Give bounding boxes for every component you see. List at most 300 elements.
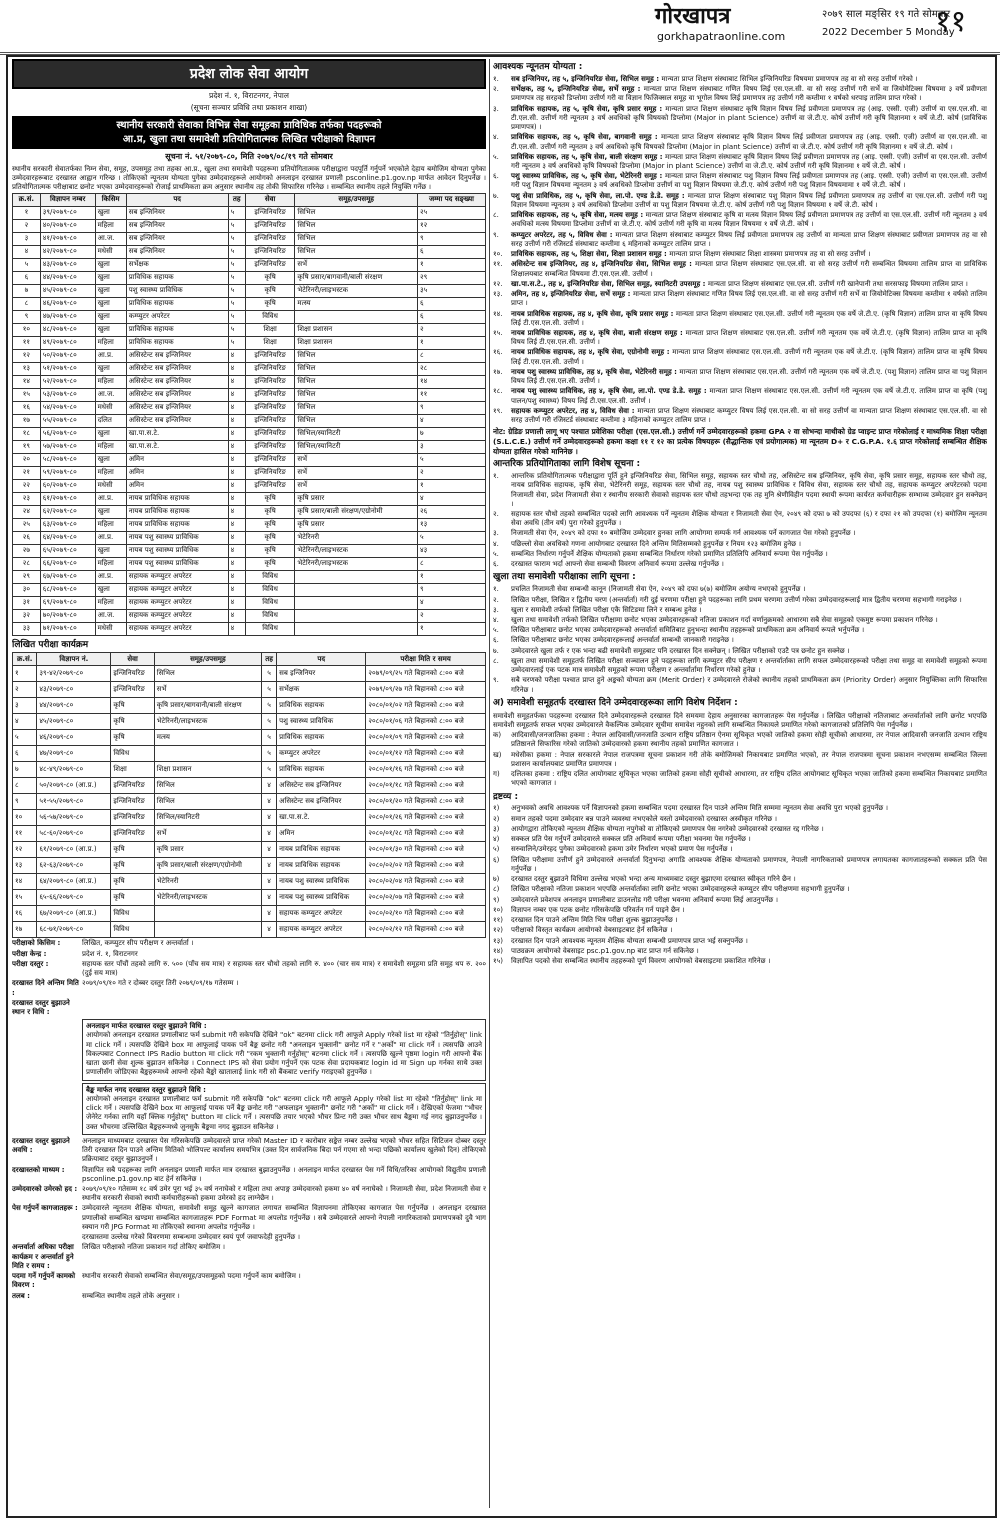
special-item-text [511,510,987,528]
special-item-number: ५. [493,549,499,558]
exam-schedule-title: लिखित परीक्षा कार्यक्रम [12,639,89,650]
vacancy-cell: ६ [13,271,41,284]
vacancy-cell: ७१/२०७९-८० [40,622,95,635]
qualification-item-number: ७. [493,191,499,200]
schedule-cell: ११ [13,826,37,842]
schedule-cell: २०८०/०१/१८ गते बिहानको ८:०० बजे [366,778,486,794]
vacancy-row [13,622,486,635]
vacancy-cell: दलित [95,414,126,427]
remark-item-number: १) [493,804,500,813]
qualification-item-number: ५. [493,152,499,161]
schedule-cell: शिक्षा प्रशासन [154,762,261,778]
detail-row [12,1243,486,1271]
vacancy-cell [295,583,418,596]
vacancy-cell: सिभिल [295,349,418,362]
remark-item-body: सरुवालिने/उमेरहद पुगेका उम्मेदवारको हकमा उमेर निर्धारण भएको प्रमाण पेस गर्नुपर्नेछ । [511,845,733,854]
remark-item-text [511,957,987,966]
schedule-cell: शिक्षा [111,762,154,778]
schedule-cell: विविध [111,922,154,938]
vacancy-cell: ५३/२०७९-८० [40,388,95,401]
special-item-number: २. [493,510,499,518]
remark-item-text [511,875,987,884]
remark-item-number: ४) [493,835,500,844]
remark-item [493,896,987,905]
schedule-cell: ६४/२०७९-८० (आ.प्र.) [37,874,111,890]
schedule-cell: नायब पशु स्वास्थ्य प्राविधिक [277,874,366,890]
open-item-body: उम्मेदवारले खुला तर्फ र एक भन्दा बढी समावेशी समूहबाट पनि दरखास्त दिन सक्नेछन् । लिखित परीक्षाको एउटै पत्र छनोट हुन सक्नेछ । [511,646,850,655]
vacancy-cell: सहायक कम्प्युटर अपरेटर [126,609,228,622]
qualification-item-heading: प्राविधिक सहायक, तह ५, कृषि सेवा, मत्स्य समूह : [511,211,646,220]
vacancy-cell: २५ [417,206,485,219]
vacancy-cell: खुला [95,362,126,375]
inclusive-list [493,731,987,788]
vacancy-cell: ४२/२०७९-८० [40,245,95,258]
schedule-cell: ४४/२०७९-८० [37,698,111,714]
qualification-item-text [511,153,987,171]
remark-item [493,885,987,894]
org-title: प्रदेश लोक सेवा आयोग [12,59,486,89]
open-item-text [511,657,987,675]
schedule-cell: कृषि [111,842,154,858]
newspaper-url[interactable]: gorkhapatraonline.com [657,30,786,43]
vacancy-cell: ३ [417,440,485,453]
vacancy-cell: १ [13,206,41,219]
detail-value: लिखित परीक्षाको नतिजा प्रकाशन गर्दा तोकिए बमोजिम । [82,1243,226,1252]
qualification-item-text [511,133,987,151]
vacancy-cell: कृषि [245,492,295,505]
schedule-row [13,858,486,874]
remark-item-number: १५) [493,957,504,965]
vacancy-cell: ५ [417,531,485,544]
open-item [493,616,987,625]
schedule-cell: इन्जिनियरिङ [111,666,154,682]
schedule-row [13,810,486,826]
vacancy-cell: विविध [245,596,295,609]
vacancy-cell: इन्जिनियरिङ [245,375,295,388]
schedule-cell: ९ [13,794,37,810]
qualification-item-text [511,231,987,249]
schedule-cell: कृषि [111,698,154,714]
vacancy-cell: खा.पा.स.टे. [126,427,228,440]
schedule-cell: ४ [262,794,277,810]
vacancy-cell: ३९/२०७९-८० [40,206,95,219]
qualification-item-body: मान्यता प्राप्त शिक्षण संस्थाबाट शिक्षा शास्त्रमा प्रमाणपत्र तह वा सो सरह उत्तीर्ण । [669,250,871,259]
schedule-cell: नायब प्राविधिक सहायक [277,858,366,874]
column-divider [489,59,490,1508]
schedule-cell: ४ [262,906,277,922]
detail-row [12,999,486,1017]
schedule-cell: कृषि प्रसार/बाली संरक्षण/एग्रोनोमी [154,858,261,874]
vacancy-cell: ५ [228,232,245,245]
vacancy-row [13,232,486,245]
exam-schedule-body [13,666,486,938]
schedule-cell: कम्प्युटर अपरेटर [277,746,366,762]
schedule-row [13,666,486,682]
special-item-body: सम्बन्धित निर्धारण गर्नुपर्ने शैक्षिक योग्यताको हकमा सम्बन्धित निर्धारण गरेको प्रमाणित प्रतिलिपि अनिवार्य रूपमा पेस गर्नुपर्नेछ । [511,549,828,558]
vacancy-cell: ४७/२०७९-८० [40,310,95,323]
open-item [493,585,987,594]
vacancy-cell: ९ [13,310,41,323]
schedule-cell: २०८०/०१/०६ गते बिहानको ८:०० बजे [366,714,486,730]
vacancy-cell: इन्जिनियरिङ [245,258,295,271]
remark-item-body: समान तहको पदमा उम्मेदवार बन्न पाउने व्यवस्था नभएकोले यस्तो उम्मेदवारको दरखास्त अस्वीकृत गरिनेछ । [511,814,778,823]
vacancy-row [13,271,486,284]
vacancy-cell: ५ [228,245,245,258]
vacancy-cell: ५ [13,258,41,271]
schedule-header-cell: क्र.सं. [13,653,37,666]
vacancy-cell: ६९/२०७९-८० [40,596,95,609]
schedule-cell: २०८०/०१/३० गते बिहानको ८:०० बजे [366,842,486,858]
detail-row [12,950,486,959]
schedule-cell: २०८०/०१/२६ गते बिहानको ८:०० बजे [366,810,486,826]
detail-row [12,939,486,948]
vacancy-cell: ४३/२०७९-८० [40,258,95,271]
vacancy-row [13,206,486,219]
vacancy-cell: ४ [228,531,245,544]
vacancy-cell: ४ [228,453,245,466]
qualification-item-heading: प्राविधिक सहायक, तह ५, कृषि सेवा, कृषि प्रसार समूह : [511,104,666,113]
open-item-text [511,647,987,656]
schedule-cell: ६७/२०७९-८० (आ.प्र.) [37,906,111,922]
vacancy-row [13,570,486,583]
special-notice-title: आन्तरिक प्रतियोगिताका लागि विशेष सूचना : [493,459,641,470]
vacancy-row [13,440,486,453]
schedule-row [13,698,486,714]
qualification-item-text [511,280,987,289]
schedule-header-cell: पद [277,653,366,666]
schedule-row [13,730,486,746]
schedule-cell: कृषि [111,874,154,890]
vacancy-cell: विविध [245,622,295,635]
qualification-item-body: मान्यता प्राप्त शिक्षण संस्थाबाट कृषि वा मत्स्य विज्ञान विषय लिई प्रवीणता प्रमाणपत्र तह उत्तीर्ण वा एस.एल.सी. उत्तीर्ण गरी न्यूनतम ३ वर्ष अवधिको मत्स्य विषयमा डिप्लोमा उत्तीर्ण वा जे.टी.ए. कोर्ष उत्तीर्ण गरी कृषि वा मत्स्य विज्ञान विषयमा १ वर्षे जे.टी. कोर्ष । [511,211,987,229]
vacancy-cell: ४ [228,557,245,570]
org-address: प्रदेश नं. १, विराटनगर, नेपाल [209,91,289,101]
remark-item-body: दरखास्त दिन पाउने अन्तिम मिति भित्र परीक्षा शुल्क बुझाउनुपर्नेछ । [511,916,678,925]
qualification-item-heading: सब इन्जिनियर, तह ५, इन्जिनियरिङ सेवा, सिभिल समूह : [511,74,662,83]
vacancy-cell: नायब पशु स्वास्थ्य प्राविधिक [126,544,228,557]
vacancy-cell: ४ [228,583,245,596]
schedule-cell: ५ [262,682,277,698]
detail-value: स्थानीय सरकारी सेवाको सम्बन्धित सेवा/समूह/उपसमूहको पदमा गर्नुपर्ने काम बमोजिम । [82,1272,301,1281]
schedule-cell: ५१-५५/२०७९-८० [37,794,111,810]
special-item-number: १. [493,472,499,481]
vacancy-cell: असिस्टेन्ट सब इन्जिनियर [126,388,228,401]
vacancy-row [13,310,486,323]
schedule-row [13,826,486,842]
vacancy-cell: इन्जिनियरिङ [245,349,295,362]
qualification-item-text [511,211,987,229]
schedule-cell: सहायक कम्प्युटर अपरेटर [277,922,366,938]
vacancy-cell: नायब पशु स्वास्थ्य प्राविधिक [126,557,228,570]
qualification-item-body: मान्यता प्राप्त शिक्षण संस्थाबाट कृषि विज्ञान विषय लिई प्रवीणता प्रमाणपत्र तह (आइ. एस्सी. एजी) उत्तीर्ण वा एस.एल.सी. वा टी.एल.सी. उत्तीर्ण गरी न्यूनतम ३ वर्ष अवधिको कृषि विषयको डिप्लोमा (Major in plant Science) उत्तीर्ण वा जे.टी.ए. कोर्ष उत्तीर्ण गरी कृषि विज्ञानमा १ वर्षे जे.टी. कोर्ष । [511,133,987,151]
special-notice-list [493,472,987,569]
vacancy-cell: सिभिल/स्यानिटरी [295,440,418,453]
qualification-item-text [511,329,987,347]
schedule-cell: १७ [13,922,37,938]
vacancy-cell: ९ [417,232,485,245]
vacancy-row [13,401,486,414]
schedule-cell: भेटेरिनरी [154,874,261,890]
vacancy-cell: नायब प्राविधिक सहायक [126,505,228,518]
vacancy-cell: खुला [95,453,126,466]
vacancy-cell: १८ [13,427,41,440]
vacancy-cell: सर्भे [295,479,418,492]
vacancy-cell: १७ [13,414,41,427]
qualification-item [493,280,987,289]
vacancy-cell: ४ [228,492,245,505]
detail-row [12,1137,486,1165]
vacancy-cell: ५०/२०७९-८० [40,349,95,362]
open-item-number: ९. [493,676,499,685]
schedule-cell: विविध [111,906,154,922]
vacancy-cell: आ.ज. [95,232,126,245]
special-item-body: निजामती सेवा ऐन, २०४९ को दफा १० बमोजिम उम्मेदवार हुनका लागि आयोगमा सम्पर्क गर्न आवश्यक पर्ने कागजात पेस गरेको हुनुपर्नेछ । [511,529,856,538]
vacancy-row [13,336,486,349]
vacancy-row [13,492,486,505]
schedule-cell: भेटेरिनरी/लाइभस्टक [154,890,261,906]
notice-heading-line1: स्थानीय सरकारी सेवाका विभिन्न सेवा समूहका प्राविधिक तर्फका पदहरूको [116,120,382,132]
qualification-item-text [511,260,987,278]
vacancy-cell: ६४/२०७९-८० [40,531,95,544]
schedule-cell: विविध [111,746,154,762]
schedule-cell: ३९-४२/२०७९-८० [37,666,111,682]
schedule-cell: १० [13,810,37,826]
special-item-text [511,540,987,549]
qualification-item-body: मान्यता प्राप्त शिक्षण संस्थाबाट एस.एल.सी. उत्तीर्ण गरी न्यूनतम एक वर्षे जे.टी.ए. (पशु विज्ञान) तालिम प्राप्त वा पशु विज्ञान विषय लिई टी.एस.एल.सी. उत्तीर्ण । [511,367,987,386]
schedule-cell: ८ [13,778,37,794]
remark-item-text [511,825,987,834]
special-item-number: ३. [493,529,499,538]
schedule-cell: सिभिल [154,778,261,794]
vacancy-cell: ६२/२०७९-८० [40,505,95,518]
open-item [493,647,987,656]
qualification-item-heading: पशु सेवा प्राविधिक, तह ५, कृषि सेवा, ला.पो. एण्ड डे.डे. समूह : [511,191,688,200]
qualification-item-number: १८. [493,387,503,396]
detail-label: पदमा गर्ने गर्नुपर्ने कामको विवरण : [12,1272,76,1290]
schedule-cell [154,922,261,938]
vacancy-cell: विविध [245,570,295,583]
vacancy-cell: सिभिल [295,219,418,232]
special-item [493,529,987,538]
special-item-text [511,529,987,538]
qualification-item-body: मान्यता प्राप्त शिक्षण संस्थाबाट एस.एल.सी. उत्तीर्ण गरी न्यूनतम एक वर्षे जे.टी.ए. तालिम प्राप्त वा कृषि (पशु पालन/पशु स्वास्थ्य) विषय लिई टी.एस.एल.सी. उत्तीर्ण । [511,387,987,405]
schedule-row [13,746,486,762]
qualification-item-body: मान्यता प्राप्त शिक्षण संस्थाबाट कृषि विज्ञान विषय लिई प्रवीणता प्रमाणपत्र तह (आइ. एस्सी. एजी) उत्तीर्ण वा एस.एल.सी. वा टी.एल.सी. उत्तीर्ण गरी न्यूनतम ३ वर्ष अवधिको कृषि विषयको डिप्लोमा (Major in plant Science) उत्तीर्ण वा जे.टी.ए. कोर्ष उत्तीर्ण गरी कृषि विज्ञानमा १ वर्षे जे.टी. कोर्ष (प्राविधिक प्रमाणपत्र) । [511,104,987,132]
vacancy-cell: सब इन्जिनियर [126,206,228,219]
vacancy-cell: कृषि [245,284,295,297]
qualification-item-body: मान्यता प्राप्त शिक्षण संस्थाबाट पशु विज्ञान विषय लिई प्रवीणता प्रमाणपत्र तह (आइ. एस्सी. एजी) उत्तीर्ण वा एस.एल.सी. उत्तीर्ण गरी पशु विज्ञान विषयमा न्यूनतम ३ वर्ष अवधिको डिप्लोमा उत्तीर्ण वा पशु विज्ञान विषयमा जे.टी.ए. कोर्ष उत्तीर्ण गरी पशु विज्ञान विषयमामा १ वर्षे जे.टी. कोर्ष । [511,172,987,190]
vacancy-cell: ९ [417,583,485,596]
vacancy-cell: ४ [228,505,245,518]
qualification-item [493,348,987,366]
schedule-header-cell: समूह/उपसमूह [154,653,261,666]
date-nepali: २०७९ साल मङ्सिर १९ गते सोमबार [822,9,951,20]
open-item-number: ५. [493,626,499,635]
qualification-item-number: १६. [493,348,503,357]
schedule-cell: २०७९/०९/२५ गते बिहानको ८:०० बजे [366,666,486,682]
vacancy-cell: भेटेरिनरी [295,531,418,544]
vacancy-cell: इन्जिनियरिङ [245,440,295,453]
vacancy-cell: सिभिल [295,362,418,375]
vacancy-cell: कृषि [245,544,295,557]
vacancy-row [13,518,486,531]
grading-note: नोट: ग्रेडिङ प्रणाली लागू भए पश्चात प्रवेशिका परीक्षा (एस.एल.सी.) उत्तीर्ण गर्ने उम्मेदवारहरूको हकमा GPA २ वा सोभन्दा माथीको ग्रेड प्वाइन्ट प्राप्त गरेकोलाई र माध्यमिक शिक्षा परीक्षा (S.L.C.E.) उत्तीर्ण गर्ने उम्मेदवारहरूको हकमा कक्षा ११ र १२ का प्रत्येक विषयहरू (सैद्धान्तिक एवं प्रयोगात्मक) मा न्यूनतम D+ र C.G.P.A. १.६ प्राप्त गरेकोलाई सम्बन्धित शैक्षिक योग्यता हासिल गरेको मानिनेछ । [493,427,987,456]
remark-item [493,804,987,813]
masthead [0,0,1000,55]
remark-item-text [511,916,987,925]
qualification-item [493,153,987,171]
vacancy-cell: सिभिल [295,375,418,388]
vacancy-row [13,375,486,388]
schedule-cell: ७ [13,762,37,778]
remark-item-number: ८) [493,885,500,894]
vacancy-cell: १३ [13,362,41,375]
vacancy-cell: प्राविधिक सहायक [126,323,228,336]
schedule-cell: ६५-६६/२०७९-८० [37,890,111,906]
open-item-body: लिखित परीक्षा, लिखित र द्वितीय चरण (अन्तर्वार्ता) गरी दुई चरणमा परीक्षा हुने पदहरूका लागि प्रथम चरणमा उत्तीर्ण गरेका उम्मेदवारहरूलाई मात्र द्वितीय चरणमा सहभागी गराइनेछ । [511,595,962,604]
special-item-body: आन्तरिक प्रतियोगितात्मक परीक्षाद्वारा पूर्ति हुने इन्जिनियरिङ सेवा, सिभिल समूह, सहायक स्तर चौथो तह, असिस्टेन्ट सब इन्जिनियर, कृषि सेवा, कृषि प्रसार समूह, सहायक स्तर चौथो तह, नायब प्राविधिक सहायक, कृषि सेवा, भेटेरिनरी समूह, सहायक स्तर चौथो तह, नायब पशु स्वास्थ्य प्राविधिक र विविध सेवा, सहायक स्तर चौथो तह, सहायक कम्प्युटर अपरेटरको पदमा निजामती सेवा, प्रदेश निजामती सेवा र स्थानीय सरकारी सेवाको सहायक स्तर चौथो तहभन्दा एक तह मुनि श्रेणीविहीन पदमा स्थायी रूपमा कार्यरत कर्मचारीहरू सम्भाव्य उम्मेदवार हुन सक्नेछन् । [511,472,987,508]
qualification-item-text [511,192,987,210]
vacancy-row [13,349,486,362]
qualification-item-number: १७. [493,367,503,376]
remark-item [493,916,987,925]
vacancy-cell: महिला [95,557,126,570]
remark-item-number: ७) [493,875,500,884]
open-item-body: सबै चरणको परीक्षा पश्चात प्राप्त हुने अङ्कको योग्यता क्रम (Merit Order) र उम्मेदवारले रोजेको स्थानीय तहको प्राथमिकता क्रम (Priority Order) अनुसार नियुक्तिका लागि सिफारिस गरिनेछ । [511,676,987,694]
schedule-cell: ६१/२०७९-८० (आ.प्र.) [37,842,111,858]
open-item-body: लिखित परीक्षाबाट छनोट भएका उम्मेदवारहरूको अन्तर्वार्ता समितिबाट हुनुभन्दा स्थानीय तहहरूको प्राथमिकता क्रम अनिवार्य रूपले भर्नुपर्नेछ । [511,626,865,635]
inclusive-item-text [511,751,987,769]
vacancy-cell: ५९/२०७९-८० [40,466,95,479]
vacancy-cell: कृषि [245,557,295,570]
schedule-cell: सिभिल/स्यानिटरी [154,810,261,826]
schedule-cell: २०८०/०२/०२ गते बिहानको ८:०० बजे [366,858,486,874]
vacancy-table-header [13,193,486,206]
vacancy-cell: ३५ [417,284,485,297]
open-item-number: १. [493,585,499,594]
vacancy-cell: ६५/२०७९-८० [40,544,95,557]
schedule-header-cell: विज्ञापन नं. [37,653,111,666]
remark-item-body: लिखित परीक्षामा उत्तीर्ण हुने उम्मेदवारले अन्तर्वार्ता दिनुभन्दा अगाडि आवश्यक शैक्षिक योग्यताको प्रमाणपत्र, नेपाली नागरिकताको प्रमाणपत्र लगायतका कागजातहरूको सक्कल प्रति पेस गर्नुपर्नेछ । [511,855,987,873]
inclusive-item [493,751,987,769]
schedule-cell: सहायक कम्प्युटर अपरेटर [277,906,366,922]
online-payment-box [82,1019,486,1080]
schedule-cell: ५ [262,666,277,682]
vacancy-cell: ४ [228,440,245,453]
vacancy-cell: आ.ज. [95,609,126,622]
remark-item-body: लिखित परीक्षाको नतिजा प्रकाशन भएपछि अन्तर्वार्ताका लागि छनोट भएका उम्मेदवारहरूले कम्प्युटर सीप परीक्षणमा सहभागी हुनुपर्नेछ । [511,885,850,894]
vacancy-cell: ४९/२०७९-८० [40,336,95,349]
schedule-cell: २०८०/०१/०२ गते बिहानको ८:०० बजे [366,698,486,714]
schedule-cell: ३ [13,698,37,714]
schedule-cell: कृषि [111,730,154,746]
vacancy-cell: ५१/२०७९-८० [40,362,95,375]
vacancy-cell: महिला [95,336,126,349]
vacancy-cell: कृषि [245,271,295,284]
vacancy-cell: अमिन [126,453,228,466]
vacancy-cell: ४०/२०७९-८० [40,219,95,232]
schedule-cell: ५ [262,698,277,714]
vacancy-cell: ३२ [13,609,41,622]
vacancy-cell: अमिन [126,466,228,479]
vacancy-cell: ४ [228,388,245,401]
schedule-cell: ६२-६३/२०७९-८० [37,858,111,874]
vacancy-cell: ५८/२०७९-८० [40,453,95,466]
vacancy-header-cell: विज्ञापन नम्बर [40,193,95,206]
vacancy-cell: कृषि प्रसार [295,518,418,531]
schedule-cell: १ [13,666,37,682]
vacancy-cell: महिला [95,375,126,388]
qualification-item-heading: प्राविधिक सहायक, तह ५, कृषि सेवा, बाली संरक्षण समूह : [511,152,666,161]
vacancy-cell: कृषि [245,518,295,531]
vacancy-cell: ४१/२०७९-८० [40,232,95,245]
open-item-body: खुला तथा समावेशी समूहतर्फ लिखित परीक्षा सञ्चालन हुने पदहरूका लागि कम्प्युटर सीप परीक्षण र अन्तर्वार्ताका लागि सफल उम्मेदवारहरूको परीक्षा तथा समूह वा समावेशी समूहको रूपमा उम्मेदवारलाई एक पटक मात्र समावेशी समूहको रूपमा परीक्षण र अन्तर्वार्तामा निर्धारण गरेको हुनेछ । [511,656,987,675]
vacancy-cell: ११ [13,336,41,349]
remark-item-number: ११) [493,916,504,925]
schedule-cell: अमिन [277,826,366,842]
vacancy-cell: नायब प्राविधिक सहायक [126,518,228,531]
inclusive-intro: समावेशी समूहतर्फका पदहरूमा दरखास्त दिने उम्मेदवारहरूले दरखास्त दिने समयमा देहाय अनुसारका कागजातहरू पेस गर्नुपर्नेछ । लिखित परीक्षाको नतिजाबाट अन्तर्वार्ताको लागि छनोट भएपछि समावेशी समूहतर्फ सफल भएका उम्मेदवारले वैकल्पिक उम्मेदवार सूचीमा समावेश नहुनको लागि सम्बन्धित निकायले प्रमाणित गरेको कागजातको प्रतिलिपि पेस गर्नुपर्नेछ । [493,711,987,729]
schedule-row [13,794,486,810]
vacancy-cell: सर्भे [295,453,418,466]
inclusive-item-text [511,770,987,788]
vacancy-cell: कम्प्युटर अपरेटर [126,310,228,323]
vacancy-header-cell: क्र.सं. [13,193,41,206]
schedule-cell: नायब पशु स्वास्थ्य प्राविधिक [277,890,366,906]
special-item-body: दरखास्त फाराम भर्दा आफ्नो सेवा सम्बन्धी विवरण अनिवार्य रूपमा उल्लेख गर्नुपर्नेछ । [511,560,724,569]
detail-label: दरखास्त दिने अन्तिम मिति : [12,979,79,997]
vacancy-cell: आ.प्र. [95,531,126,544]
vacancy-cell [295,609,418,622]
vacancy-row [13,466,486,479]
schedule-cell: ५६-५७/२०७९-८० [37,810,111,826]
vacancy-cell: इन्जिनियरिङ [245,219,295,232]
vacancy-cell: पशु स्वास्थ्य प्राविधिक [126,284,228,297]
vacancy-cell: ५ [228,258,245,271]
vacancy-cell: सर्भे [295,466,418,479]
vacancy-cell: ५ [228,297,245,310]
open-item [493,626,987,635]
remark-item [493,815,987,824]
remark-item-body: उम्मेदवारले प्रवेशपत्र अनलाइन प्रणालीबाट डाउनलोड गरी परीक्षा भवनमा अनिवार्य रूपमा लिई आउनुपर्नेछ । [511,895,779,904]
schedule-cell: २०७९/०९/२७ गते बिहानको ८:०० बजे [366,682,486,698]
schedule-cell: ४ [262,810,277,826]
qualification-item-number: ४. [493,133,499,142]
special-item [493,510,987,528]
schedule-cell: प्राविधिक सहायक [277,698,366,714]
vacancy-header-cell: तह [228,193,245,206]
vacancy-cell: शिक्षा प्रशासन [295,336,418,349]
vacancy-cell: २० [13,453,41,466]
schedule-cell: ४ [262,890,277,906]
schedule-cell: सिभिल [154,666,261,682]
vacancy-cell: १६ [13,401,41,414]
qualification-item-body: मान्यता प्राप्त शिक्षण संस्थाबाट एस.एल.सी. उत्तीर्ण गरी न्यूनतम एक वर्षे जे.टी.ए. (कृषि विज्ञान) तालिम प्राप्त वा कृषि विषय लिई टी.एस.एल.सी. उत्तीर्ण । [511,309,987,327]
vacancy-cell: खुला [95,206,126,219]
qualification-item-heading: सहायक कम्प्युटर अपरेटर, तह ४, विविध सेवा : [511,406,638,415]
remark-item-number: ५) [493,845,500,854]
open-notice-title: खुला तथा समावेशी परीक्षाका लागि सूचना : [493,572,636,583]
special-item-text [511,472,987,509]
qualification-item [493,387,987,405]
schedule-row [13,906,486,922]
schedule-row [13,778,486,794]
detail-row [12,960,486,978]
vacancy-cell: ३ [13,232,41,245]
vacancy-cell [295,310,418,323]
remark-item-body: दरखास्त दिन पाउने आवश्यक न्यूनतम शैक्षिक योग्यता सम्बन्धी प्रमाणपत्र प्राप्त भई सक्नुपर्नेछ । [511,936,748,945]
inclusive-item [493,731,987,749]
